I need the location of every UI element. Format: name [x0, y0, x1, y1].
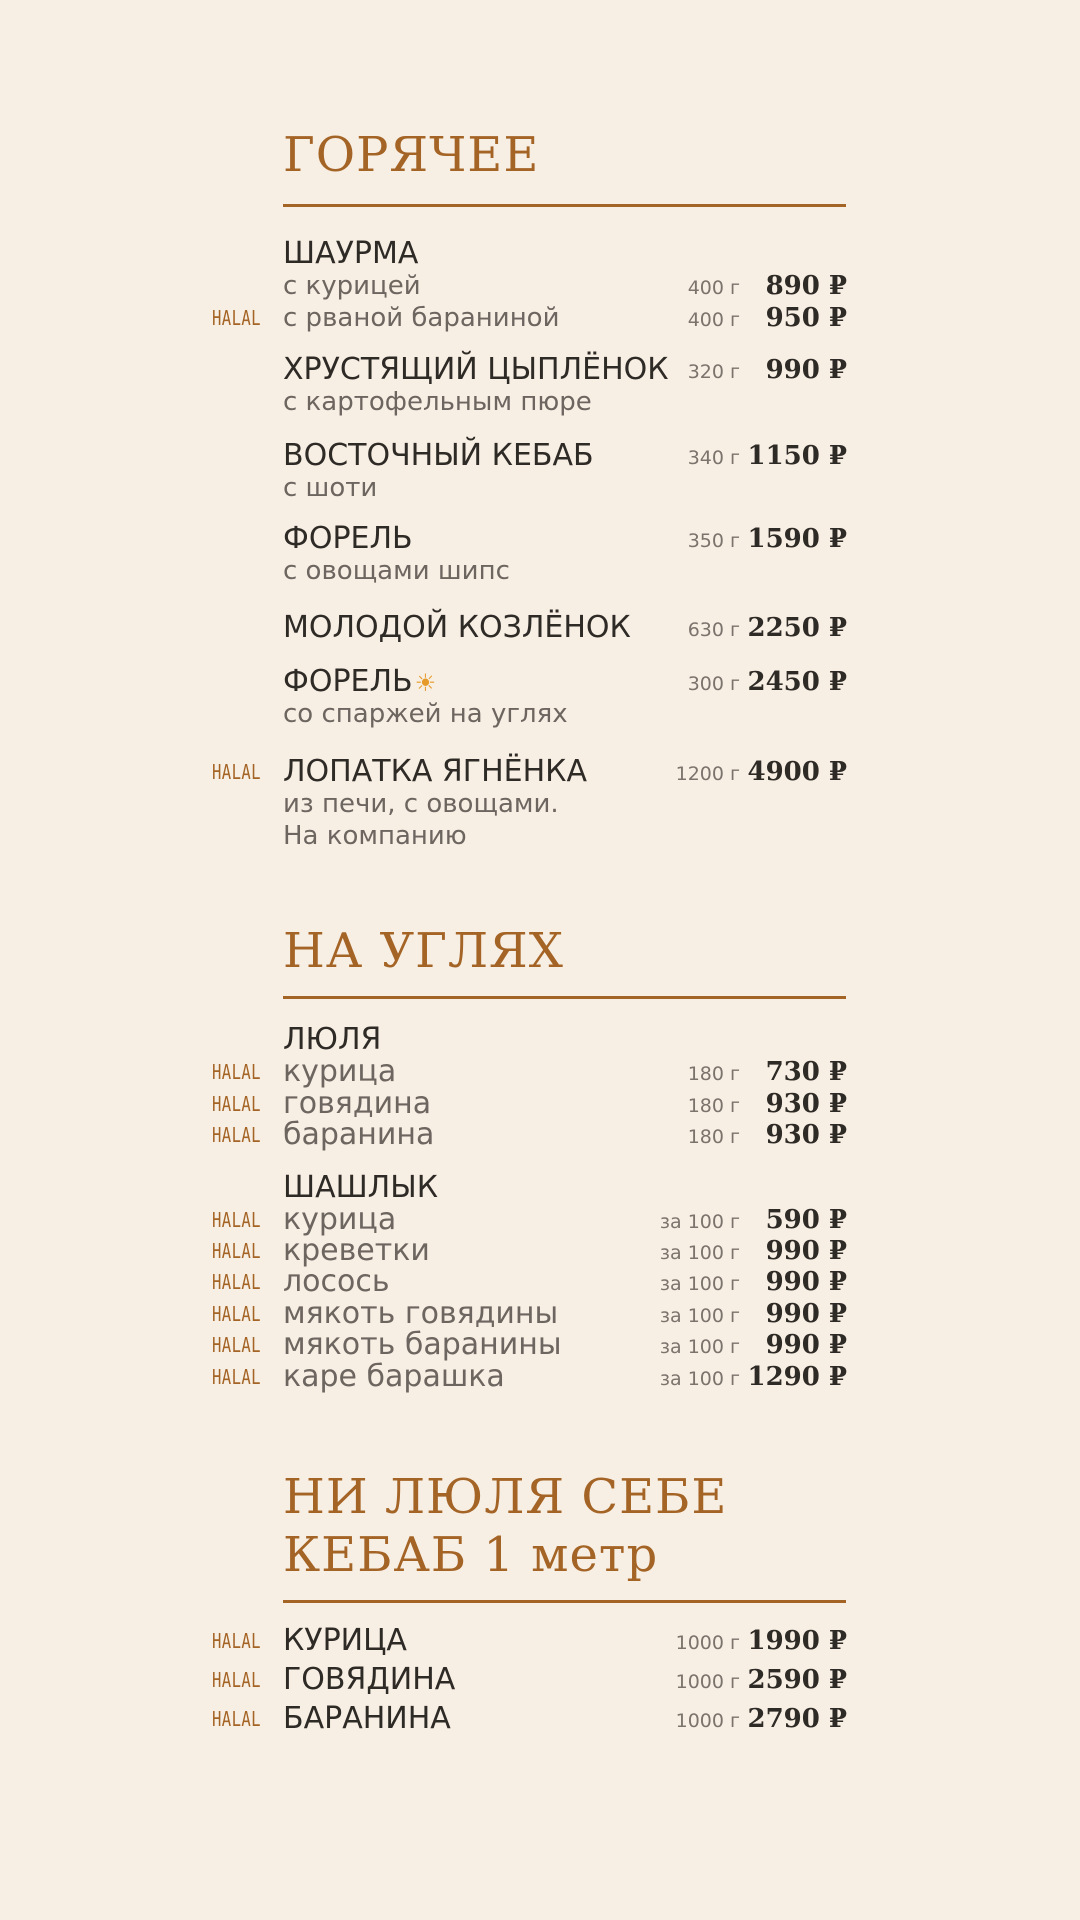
subitem-name: с рваной бараниной [283, 303, 560, 333]
menu-subitem [0, 1056, 1080, 1088]
item-weight: за 100 г [659, 1211, 740, 1233]
item-price: 1150 ₽ [747, 441, 847, 471]
section-divider [283, 204, 846, 207]
halal-badge: HALAL [212, 1668, 261, 1692]
item-name: ГОВЯДИНА [283, 1662, 456, 1697]
item-weight: за 100 г [659, 1336, 740, 1358]
item-weight: 630 г [687, 619, 740, 641]
menu-item-lyulya [0, 1024, 1080, 1056]
item-description-text: с овощами шипс [283, 556, 510, 586]
menu-subitem [0, 1298, 1080, 1330]
section-title-kebab-line1: НИ ЛЮЛЯ СЕБЕ [283, 1469, 728, 1525]
item-weight: 180 г [687, 1095, 740, 1117]
subitem-name: с курицей [283, 271, 421, 301]
halal-badge: HALAL [212, 1333, 261, 1357]
item-price: 590 ₽ [765, 1205, 847, 1235]
item-name [283, 666, 436, 699]
item-weight: 400 г [687, 277, 740, 299]
item-weight: 1000 г [675, 1710, 740, 1732]
sun-icon: ☀ [414, 669, 437, 697]
item-weight: 300 г [687, 673, 740, 695]
item-weight: 320 г [687, 361, 740, 383]
item-name: ШАУРМА [283, 236, 419, 271]
item-weight: 180 г [687, 1126, 740, 1148]
item-name: БАРАНИНА [283, 1701, 451, 1736]
item-name: МОЛОДОЙ КОЗЛЁНОК [283, 610, 631, 645]
halal-badge: HALAL [212, 1208, 261, 1232]
halal-badge: HALAL [212, 1239, 261, 1263]
item-name: ВОСТОЧНЫЙ КЕБАБ [283, 438, 594, 473]
subitem-name: мякоть баранины [283, 1327, 562, 1362]
item-description-text: со спаржей на углях [283, 699, 568, 729]
subitem-name: баранина [283, 1117, 435, 1152]
halal-badge: HALAL [212, 760, 261, 784]
subitem-name: курица [283, 1202, 397, 1237]
menu-subitem [0, 1329, 1080, 1361]
subitem-name: говядина [283, 1086, 432, 1121]
item-price: 990 ₽ [765, 1267, 847, 1297]
item-weight: за 100 г [659, 1273, 740, 1295]
item-price: 2250 ₽ [747, 613, 847, 643]
item-description-text: из печи, с овощами. [283, 789, 559, 819]
item-name: ФОРЕЛЬ [283, 521, 413, 556]
item-price: 730 ₽ [765, 1057, 847, 1087]
item-name: ШАШЛЫК [283, 1170, 439, 1205]
halal-badge: HALAL [212, 1365, 261, 1389]
halal-badge: HALAL [212, 306, 261, 330]
subitem-name: каре барашка [283, 1359, 505, 1394]
section-title-kebab-line2: КЕБАБ 1 метр [283, 1527, 659, 1583]
menu-subitem [0, 1266, 1080, 1298]
item-price: 990 ₽ [765, 1299, 847, 1329]
menu-subitem [0, 270, 1080, 302]
item-name: ХРУСТЯЩИЙ ЦЫПЛЁНОК [283, 352, 669, 387]
menu-item-oriental-kebab [0, 440, 1080, 472]
subitem-name: курица [283, 1054, 397, 1089]
halal-badge: HALAL [212, 1092, 261, 1116]
item-price: 1590 ₽ [747, 524, 847, 554]
section-divider [283, 996, 846, 999]
halal-badge: HALAL [212, 1302, 261, 1326]
halal-badge: HALAL [212, 1270, 261, 1294]
item-weight: 1200 г [675, 763, 740, 785]
menu-item-lamb-shoulder [0, 756, 1080, 788]
item-weight: за 100 г [659, 1368, 740, 1390]
item-description [0, 820, 1080, 852]
item-price: 990 ₽ [765, 1330, 847, 1360]
item-description-text: с шоти [283, 473, 378, 503]
item-weight: за 100 г [659, 1305, 740, 1327]
menu-item-shawarma [0, 238, 1080, 270]
halal-badge: HALAL [212, 1707, 261, 1731]
menu-item-crispy-chicken [0, 354, 1080, 386]
subitem-name: мякоть говядины [283, 1296, 559, 1331]
item-name: ЛОПАТКА ЯГНЁНКА [283, 754, 587, 789]
item-price: 2790 ₽ [747, 1704, 847, 1734]
item-price: 1290 ₽ [747, 1362, 847, 1392]
section-divider [283, 1600, 846, 1603]
item-description-text: с картофельным пюре [283, 387, 592, 417]
subitem-name: креветки [283, 1233, 430, 1268]
menu-item-lamb-kebab [0, 1703, 1080, 1735]
menu-subitem [0, 1088, 1080, 1120]
menu-item-shashlik [0, 1172, 1080, 1204]
halal-badge: HALAL [212, 1123, 261, 1147]
item-price: 930 ₽ [765, 1120, 847, 1150]
item-name-text: ФОРЕЛЬ [283, 664, 413, 699]
item-price: 2450 ₽ [747, 667, 847, 697]
menu-subitem [0, 302, 1080, 334]
menu-item-chicken-kebab [0, 1625, 1080, 1657]
item-weight: 400 г [687, 309, 740, 331]
item-description [0, 386, 1080, 418]
menu-item-beef-kebab [0, 1664, 1080, 1696]
item-weight: за 100 г [659, 1242, 740, 1264]
item-weight: 1000 г [675, 1632, 740, 1654]
halal-badge: HALAL [212, 1060, 261, 1084]
item-price: 4900 ₽ [747, 757, 847, 787]
item-description [0, 555, 1080, 587]
menu-subitem [0, 1235, 1080, 1267]
item-description [0, 788, 1080, 820]
menu-item-young-goat [0, 612, 1080, 644]
item-weight: 1000 г [675, 1671, 740, 1693]
item-price: 2590 ₽ [747, 1665, 847, 1695]
halal-badge: HALAL [212, 1629, 261, 1653]
item-price: 990 ₽ [765, 355, 847, 385]
item-description [0, 472, 1080, 504]
item-name: КУРИЦА [283, 1623, 407, 1658]
section-title-grill: НА УГЛЯХ [283, 923, 564, 979]
section-title-hot: ГОРЯЧЕЕ [283, 127, 540, 183]
menu-subitem [0, 1361, 1080, 1393]
item-description [0, 698, 1080, 730]
menu-item-trout-grill [0, 666, 1080, 698]
item-price: 990 ₽ [765, 1236, 847, 1266]
item-price: 950 ₽ [765, 303, 847, 333]
subitem-name: лосось [283, 1264, 390, 1299]
menu-subitem [0, 1204, 1080, 1236]
item-price: 930 ₽ [765, 1089, 847, 1119]
item-price: 1990 ₽ [747, 1626, 847, 1656]
item-name: ЛЮЛЯ [283, 1022, 382, 1057]
menu-subitem [0, 1119, 1080, 1151]
item-weight: 340 г [687, 447, 740, 469]
menu-item-trout [0, 523, 1080, 555]
item-description-text: На компанию [283, 821, 467, 851]
item-weight: 350 г [687, 530, 740, 552]
item-price: 890 ₽ [765, 271, 847, 301]
item-weight: 180 г [687, 1063, 740, 1085]
